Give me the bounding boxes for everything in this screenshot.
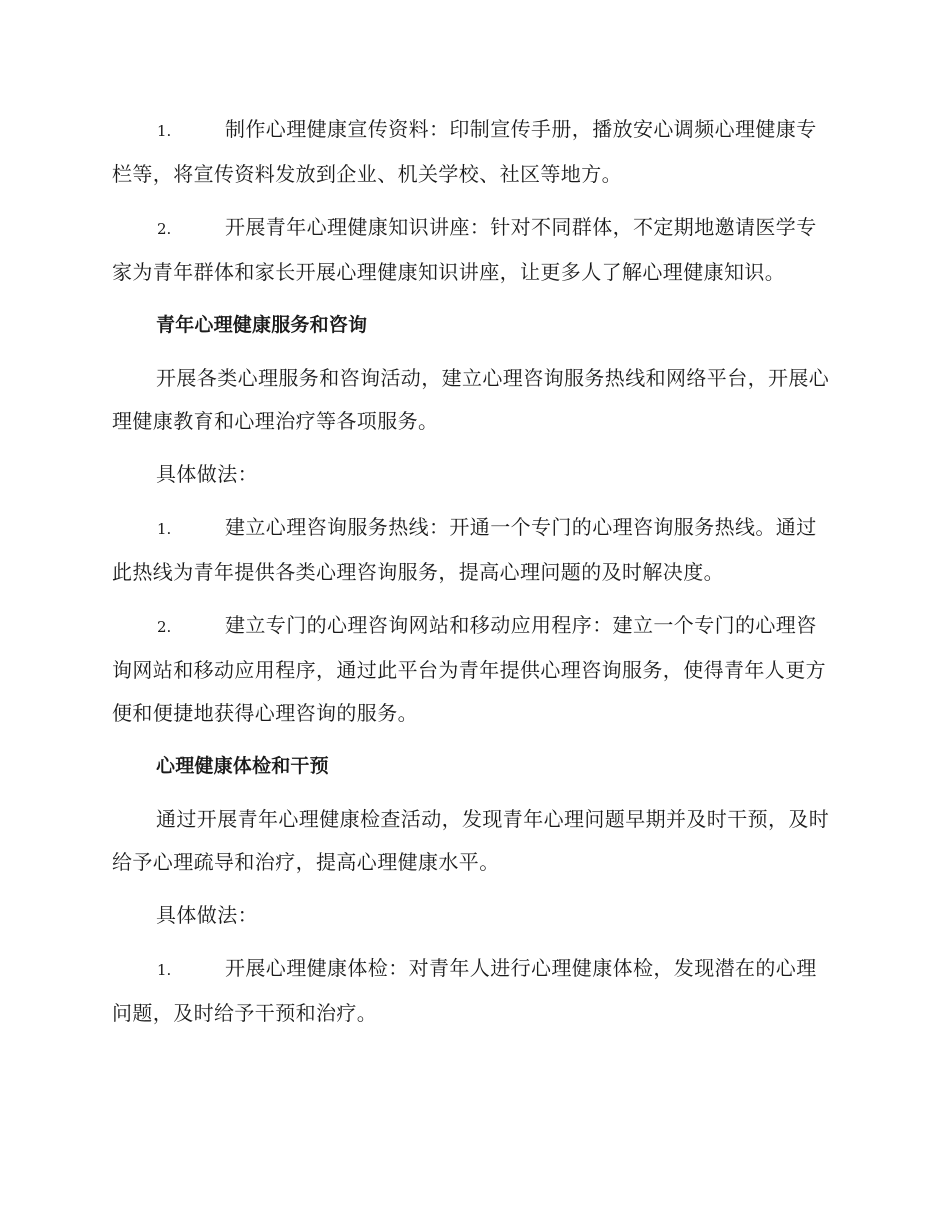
list-item-text: 开展心理健康体检：对青年人进行心理健康体检，发现潜在的心理问题，及时给予干预和治疗。 (112, 956, 817, 1025)
list-item-1 (112, 506, 834, 594)
list-item-2 (112, 206, 834, 294)
list-item-2 (112, 604, 834, 735)
paragraph: 开展各类心理服务和咨询活动，建立心理咨询服务热线和网络平台，开展心理健康教育和心理治疗等各项服务。 (112, 366, 830, 433)
section-heading: 青年心理健康服务和咨询 (156, 314, 368, 336)
paragraph: 通过开展青年心理健康检查活动，发现青年心理问题早期并及时干预，及时给予心理疏导和治疗，提高心理健康水平。 (112, 807, 830, 874)
list-number: 1. (157, 520, 172, 538)
list-item-text: 建立专门的心理咨询网站和移动应用程序：建立一个专门的心理咨询网站和移动应用程序，通过此平台为青年提供心理咨询服务，使得青年人更方便和便捷地获得心理咨询的服务。 (112, 613, 826, 725)
list-item-text: 建立心理咨询服务热线：开通一个专门的心理咨询服务热线。通过此热线为青年提供各类心理咨询服务，提高心理问题的及时解决度。 (112, 515, 817, 584)
list-number: 2. (157, 220, 172, 238)
list-number: 2. (157, 618, 172, 636)
list-item-text: 开展青年心理健康知识讲座：针对不同群体，不定期地邀请医学专家为青年群体和家长开展心理健康知识讲座，让更多人了解心理健康知识。 (112, 215, 817, 284)
list-item-text: 制作心理健康宣传资料：印制宣传手册，播放安心调频心理健康专栏等，将宣传资料发放到企业、机关学校、社区等地方。 (112, 117, 817, 186)
paragraph: 具体做法： (156, 903, 258, 927)
list-number: 1. (157, 122, 172, 140)
section-heading: 心理健康体检和干预 (156, 755, 329, 777)
list-item-1 (112, 108, 834, 196)
document-page (112, 108, 834, 1035)
list-number: 1. (157, 961, 172, 979)
paragraph: 具体做法： (156, 462, 258, 486)
list-item-1 (112, 947, 834, 1035)
